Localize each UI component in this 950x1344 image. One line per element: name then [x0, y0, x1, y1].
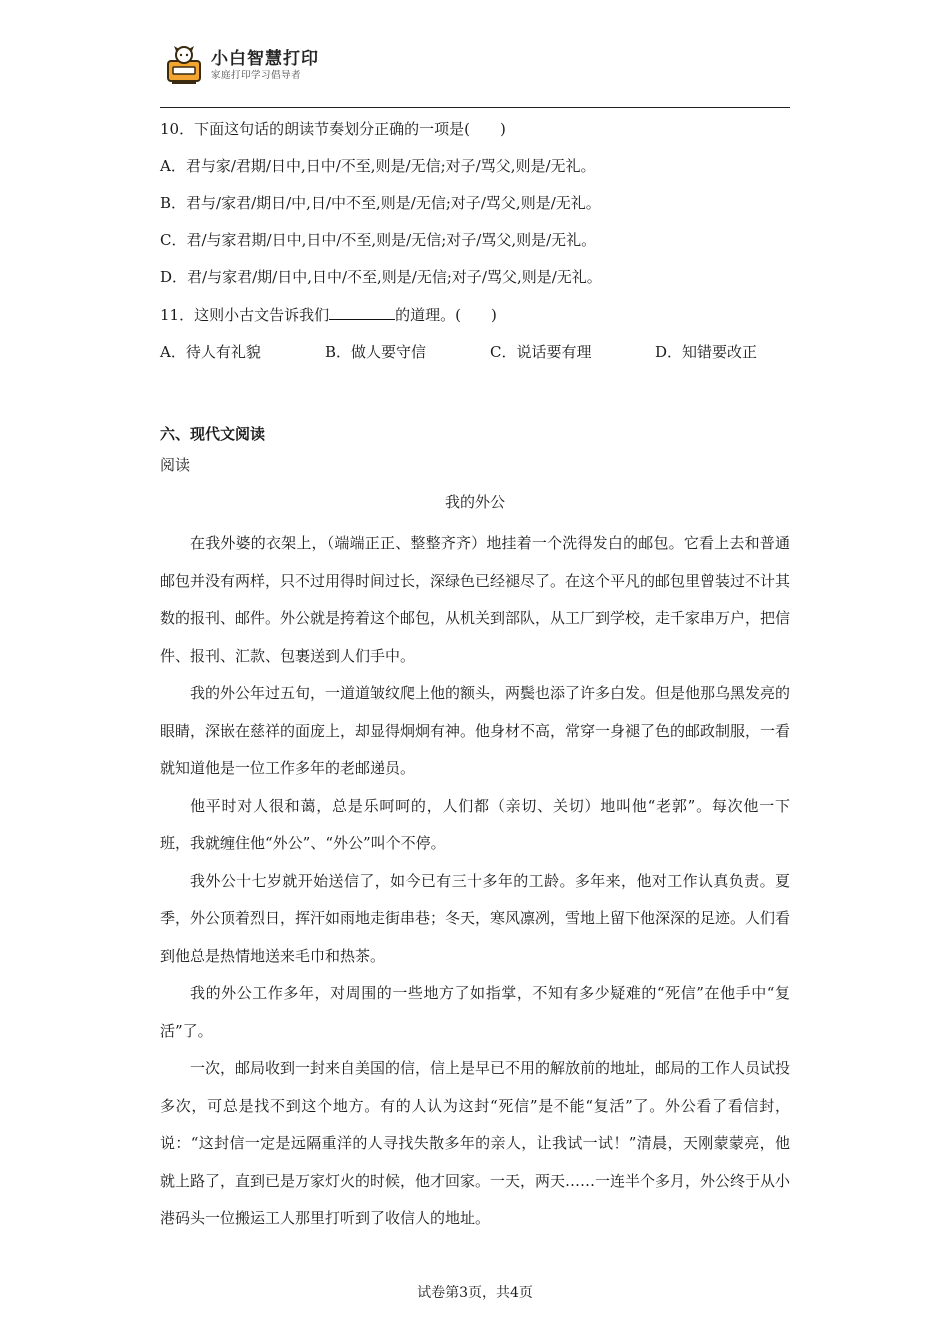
passage-paragraph: 在我外婆的衣架上，（端端正正、整整齐齐）地挂着一个洗得发白的邮包。它看上去和普通邮包并没有两样，只不过用得时间过长，深绿色已经褪尽了。在这个平凡的邮包里曾装过不计其数的报刊、邮件。外公就是挎着这个邮包，从机关到部队，从工厂到学校，走千家串万户，把信件、报刊、汇款、包裹送到人们手中。: [160, 534, 791, 665]
passage-paragraph: 一次，邮局收到一封来自美国的信，信上是早已不用的解放前的地址，邮局的工作人员试投多次，可总是找不到这个地方。有的人认为这封“死信”是不能“复活”了。外公看了看信封，说：“这封信一定是远隔重洋的人寻找失散多年的亲人，让我试一试！”清晨，天刚蒙蒙亮，他就上路了，直到已是万家灯火的时候，他才回家。一天，两天……一连半个多月，外公终于从小港码头一位搬运工人那里打听到了收信人的地址。: [160, 1059, 791, 1227]
question-11-stem-before: 11．这则小古文告诉我们: [160, 306, 330, 324]
question-11-option-b: B．做人要守信: [325, 343, 427, 361]
question-10-option-d: D．君/与家君/期/日中,日中/不至,则是/无信;对子/骂父,则是/无礼。: [160, 268, 602, 286]
question-10-stem: 10．下面这句话的朗读节奏划分正确的一项是( ): [160, 120, 506, 138]
question-10-option-b: B．君与/家君/期日/中,日/中不至,则是/无信;对子/骂父,则是/无礼。: [160, 194, 601, 212]
passage-paragraph: 我外公十七岁就开始送信了，如今已有三十多年的工龄。多年来，他对工作认真负责。夏季，外公顶着烈日，挥汗如雨地走街串巷；冬天，寒风凛冽，雪地上留下他深深的足迹。人们看到他总是热情地送来毛巾和热茶。: [160, 871, 791, 965]
passage-paragraph: 他平时对人很和蔼，总是乐呵呵的，人们都（亲切、关切）地叫他“老郭”。每次他一下班，我就缠住他“外公”、“外公”叫个不停。: [160, 796, 790, 852]
printer-dog-logo-icon: [162, 43, 206, 87]
question-11-option-c: C．说话要有理: [490, 343, 592, 361]
answer-blank: [329, 305, 395, 320]
section-heading: 六、现代文阅读: [160, 425, 266, 443]
question-11-stem: [160, 305, 497, 325]
question-11-option-a: A．待人有礼貌: [160, 343, 261, 361]
passage-title: 我的外公: [444, 493, 505, 511]
brand-slogan: 家庭打印学习倡导者: [211, 70, 302, 81]
page-footer: 试卷第3页，共4页: [417, 1285, 533, 1301]
question-11-option-d: D．知错要改正: [655, 343, 758, 361]
section-subheading: 阅读: [160, 456, 191, 474]
passage-paragraph: 我的外公年过五旬，一道道皱纹爬上他的额头，两鬓也添了许多白发。但是他那乌黑发亮的眼睛，深嵌在慈祥的面庞上，却显得炯炯有神。他身材不高，常穿一身褪了色的邮政制服，一看就知道他是一位工作多年的老邮递员。: [160, 684, 791, 777]
brand-name: 小白智慧打印: [211, 49, 319, 69]
question-10-option-a: A．君与家/君期/日中,日中/不至,则是/无信;对子/骂父,则是/无礼。: [160, 157, 596, 175]
question-10-option-c: C．君/与家君期/日中,日中/不至,则是/无信;对子/骂父,则是/无礼。: [160, 231, 597, 249]
question-11-stem-after: 的道理。( ): [395, 306, 497, 324]
passage-paragraph: 我的外公工作多年，对周围的一些地方了如指掌，不知有多少疑难的“死信”在他手中“复活”了。: [160, 984, 790, 1040]
passage-body: [160, 525, 790, 1238]
brand-logo: [162, 42, 319, 88]
header-divider: [160, 107, 790, 108]
